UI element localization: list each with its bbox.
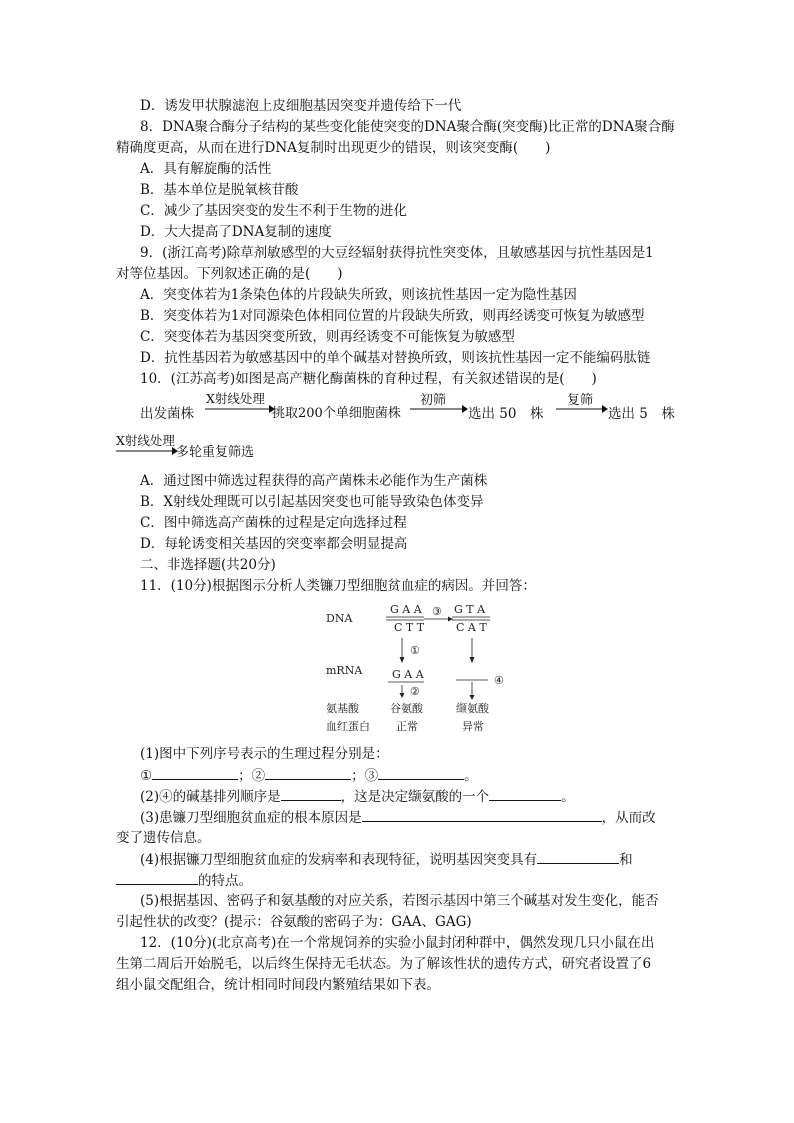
q12-stem-line2: 生第二周后开始脱毛，以后终生保持无毛状态。为了解该性状的遗传方式，研究者设置了6 [116,956,652,972]
q10-option-a: A．通过图中筛选过程获得的高产菌株未必能作为生产菌株 [140,473,488,489]
q11-part1-stem: (1)图中下列序号表示的生理过程分别是： [140,746,389,762]
q9-option-c: C．突变体若为基因突变所致，则再经诱变不可能恢复为敏感型 [140,329,515,345]
flow-arrow2-icon [410,404,468,414]
q10-option-c: C．图中筛选高产菌株的过程是定向选择过程 [140,515,407,531]
q11-stem: 11．(10分)根据图示分析人类镰刀型细胞贫血症的病因。并回答： [140,578,536,594]
answer-blank-2[interactable] [265,765,351,780]
q8-option-b: B．基本单位是脱氧核苷酸 [140,182,299,198]
q9-stem-line2: 对等位基因。下列叙述正确的是( ) [116,266,343,282]
q11-part4-a: (4)根据镰刀型细胞贫血症的发病率和表现特征，说明基因突变具有 [140,852,538,868]
q12-stem-line1: 12．(10分)(北京高考)在一个常规饲养的实验小鼠封闭种群中，偶然发现几只小鼠在出 [140,935,655,951]
dna-top-left: G A A [390,603,422,616]
mrna-left: G A A [392,668,424,681]
dna-top-right: G T A [454,603,486,616]
dna-bottom-right: C A T [456,621,487,634]
q7-option-d: D．诱发甲状腺滤泡上皮细胞基因突变并遗传给下一代 [140,98,462,114]
q11-part1-c-label: ；③ [351,768,379,784]
q11-part5-line1: (5)根据基因、密码子和氨基酸的对应关系，若图示基因中第三个碱基对发生变化，能否 [140,893,659,909]
q11-part3-a: (3)患镰刀型细胞贫血症的根本原因是 [140,810,362,826]
q11-part2-b: ，这是决定缬氨酸的一个 [340,789,490,805]
flow-step1: 挑取200个单细胞菌株 [272,406,401,421]
q11-part4-cont [116,870,252,891]
q11-part1-d-label: 。 [464,768,478,784]
sickle-cell-diagram [320,600,520,736]
answer-blank-4[interactable] [281,786,341,801]
abnormal-label: 异常 [462,720,484,733]
q8-option-a: A．具有解旋酶的活性 [140,161,272,177]
normal-label: 正常 [396,720,418,733]
q11-part3-b: ，从而改 [601,810,656,826]
q8-stem-line2: 精确度更高，从而在进行DNA复制时出现更少的错误，则该突变酶( ) [116,140,551,156]
q11-part2 [140,786,575,807]
answer-blank-6[interactable] [362,807,602,822]
q9-option-d: D．抗性基因若为敏感基因中的单个碱基对替换所致，则该抗性基因一定不能编码肽链 [140,350,651,366]
q10-option-b: B．X射线处理既可以引起基因突变也可能导致染色体变异 [140,494,484,510]
flow-arrow1-icon [205,404,275,414]
answer-blank-1[interactable] [152,765,238,780]
amino-right: 缬氨酸 [456,702,489,715]
q12-stem-line3: 组小鼠交配组合，统计相同时间段内繁殖结果如下表。 [116,977,440,993]
q10-option-d: D．每轮诱变相关基因的突变率都会明显提高 [140,536,408,552]
flow-arrow1-label: X射线处理 [206,391,265,406]
flow-arrow2-label: 初筛 [420,393,447,408]
q8-option-c: C．减少了基因突变的发生不利于生物的进化 [140,203,407,219]
q10-stem: 10．(江苏高考)如图是高产糖化酶菌株的育种过程，有关叙述错误的是( ) [140,371,597,387]
q11-part4-c: 的特点。 [198,873,252,889]
diagram-mrna-label: mRNA [326,664,363,677]
q9-stem-line1: 9．(浙江高考)除草剂敏感型的大豆经辐射获得抗性突变体，且敏感基因与抗性基因是1 [140,245,654,261]
flow-arrow4-label: X射线处理 [116,433,175,448]
flow-step4: 多轮重复筛选 [176,445,255,460]
step3-label: ③ [432,605,442,618]
q11-part4 [140,849,633,870]
flow-arrow3-label: 复筛 [567,393,594,408]
amino-left: 谷氨酸 [390,702,423,715]
q11-part3 [140,807,656,828]
step1-label: ① [410,644,420,657]
q11-part3-cont: 变了遗传信息。 [116,830,211,846]
q11-part1-a-label: ① [140,768,153,784]
flow-arrow3-icon [556,404,608,414]
diagram-amino-label: 氨基酸 [326,702,359,715]
step2-label: ② [410,685,420,698]
answer-blank-7[interactable] [537,849,619,864]
flow-start: 出发菌株 [140,406,194,422]
q11-part2-a: (2)④的碱基排列顺序是 [140,789,281,805]
q11-part1-blanks [140,765,478,786]
flow-step3: 选出 5 株 [608,406,675,422]
answer-blank-5[interactable] [489,786,561,801]
flow-step2: 选出 50 株 [468,406,544,422]
q8-stem-line1: 8．DNA聚合酶分子结构的某些变化能使突变的DNA聚合酶(突变酶)比正常的DNA聚合酶 [140,119,675,135]
q11-part5-line2: 引起性状的改变？(提示：谷氨酸的密码子为：GAA、GAG) [116,914,472,930]
q11-part4-b: 和 [619,852,633,868]
q11-part2-c: 。 [561,789,575,805]
q9-option-a: A．突变体若为1条染色体的片段缺失所致，则该抗性基因一定为隐性基因 [140,287,577,303]
q9-option-b: B．突变体若为1对同源染色体相同位置的片段缺失所致，则再经诱变可恢复为敏感型 [140,308,645,324]
q11-part1-b-label: ；② [238,768,266,784]
answer-blank-8[interactable] [116,870,198,885]
dna-bottom-left: C T T [394,621,425,634]
answer-blank-3[interactable] [378,765,464,780]
flow-arrow4-icon [116,446,178,456]
diagram-dna-label: DNA [326,612,353,625]
step4-label: ④ [494,674,504,687]
q8-option-d: D．大大提高了DNA复制的速度 [140,224,332,240]
diagram-protein-label: 血红蛋白 [326,720,370,733]
section-2-heading: 二、非选择题(共20分) [140,557,276,573]
